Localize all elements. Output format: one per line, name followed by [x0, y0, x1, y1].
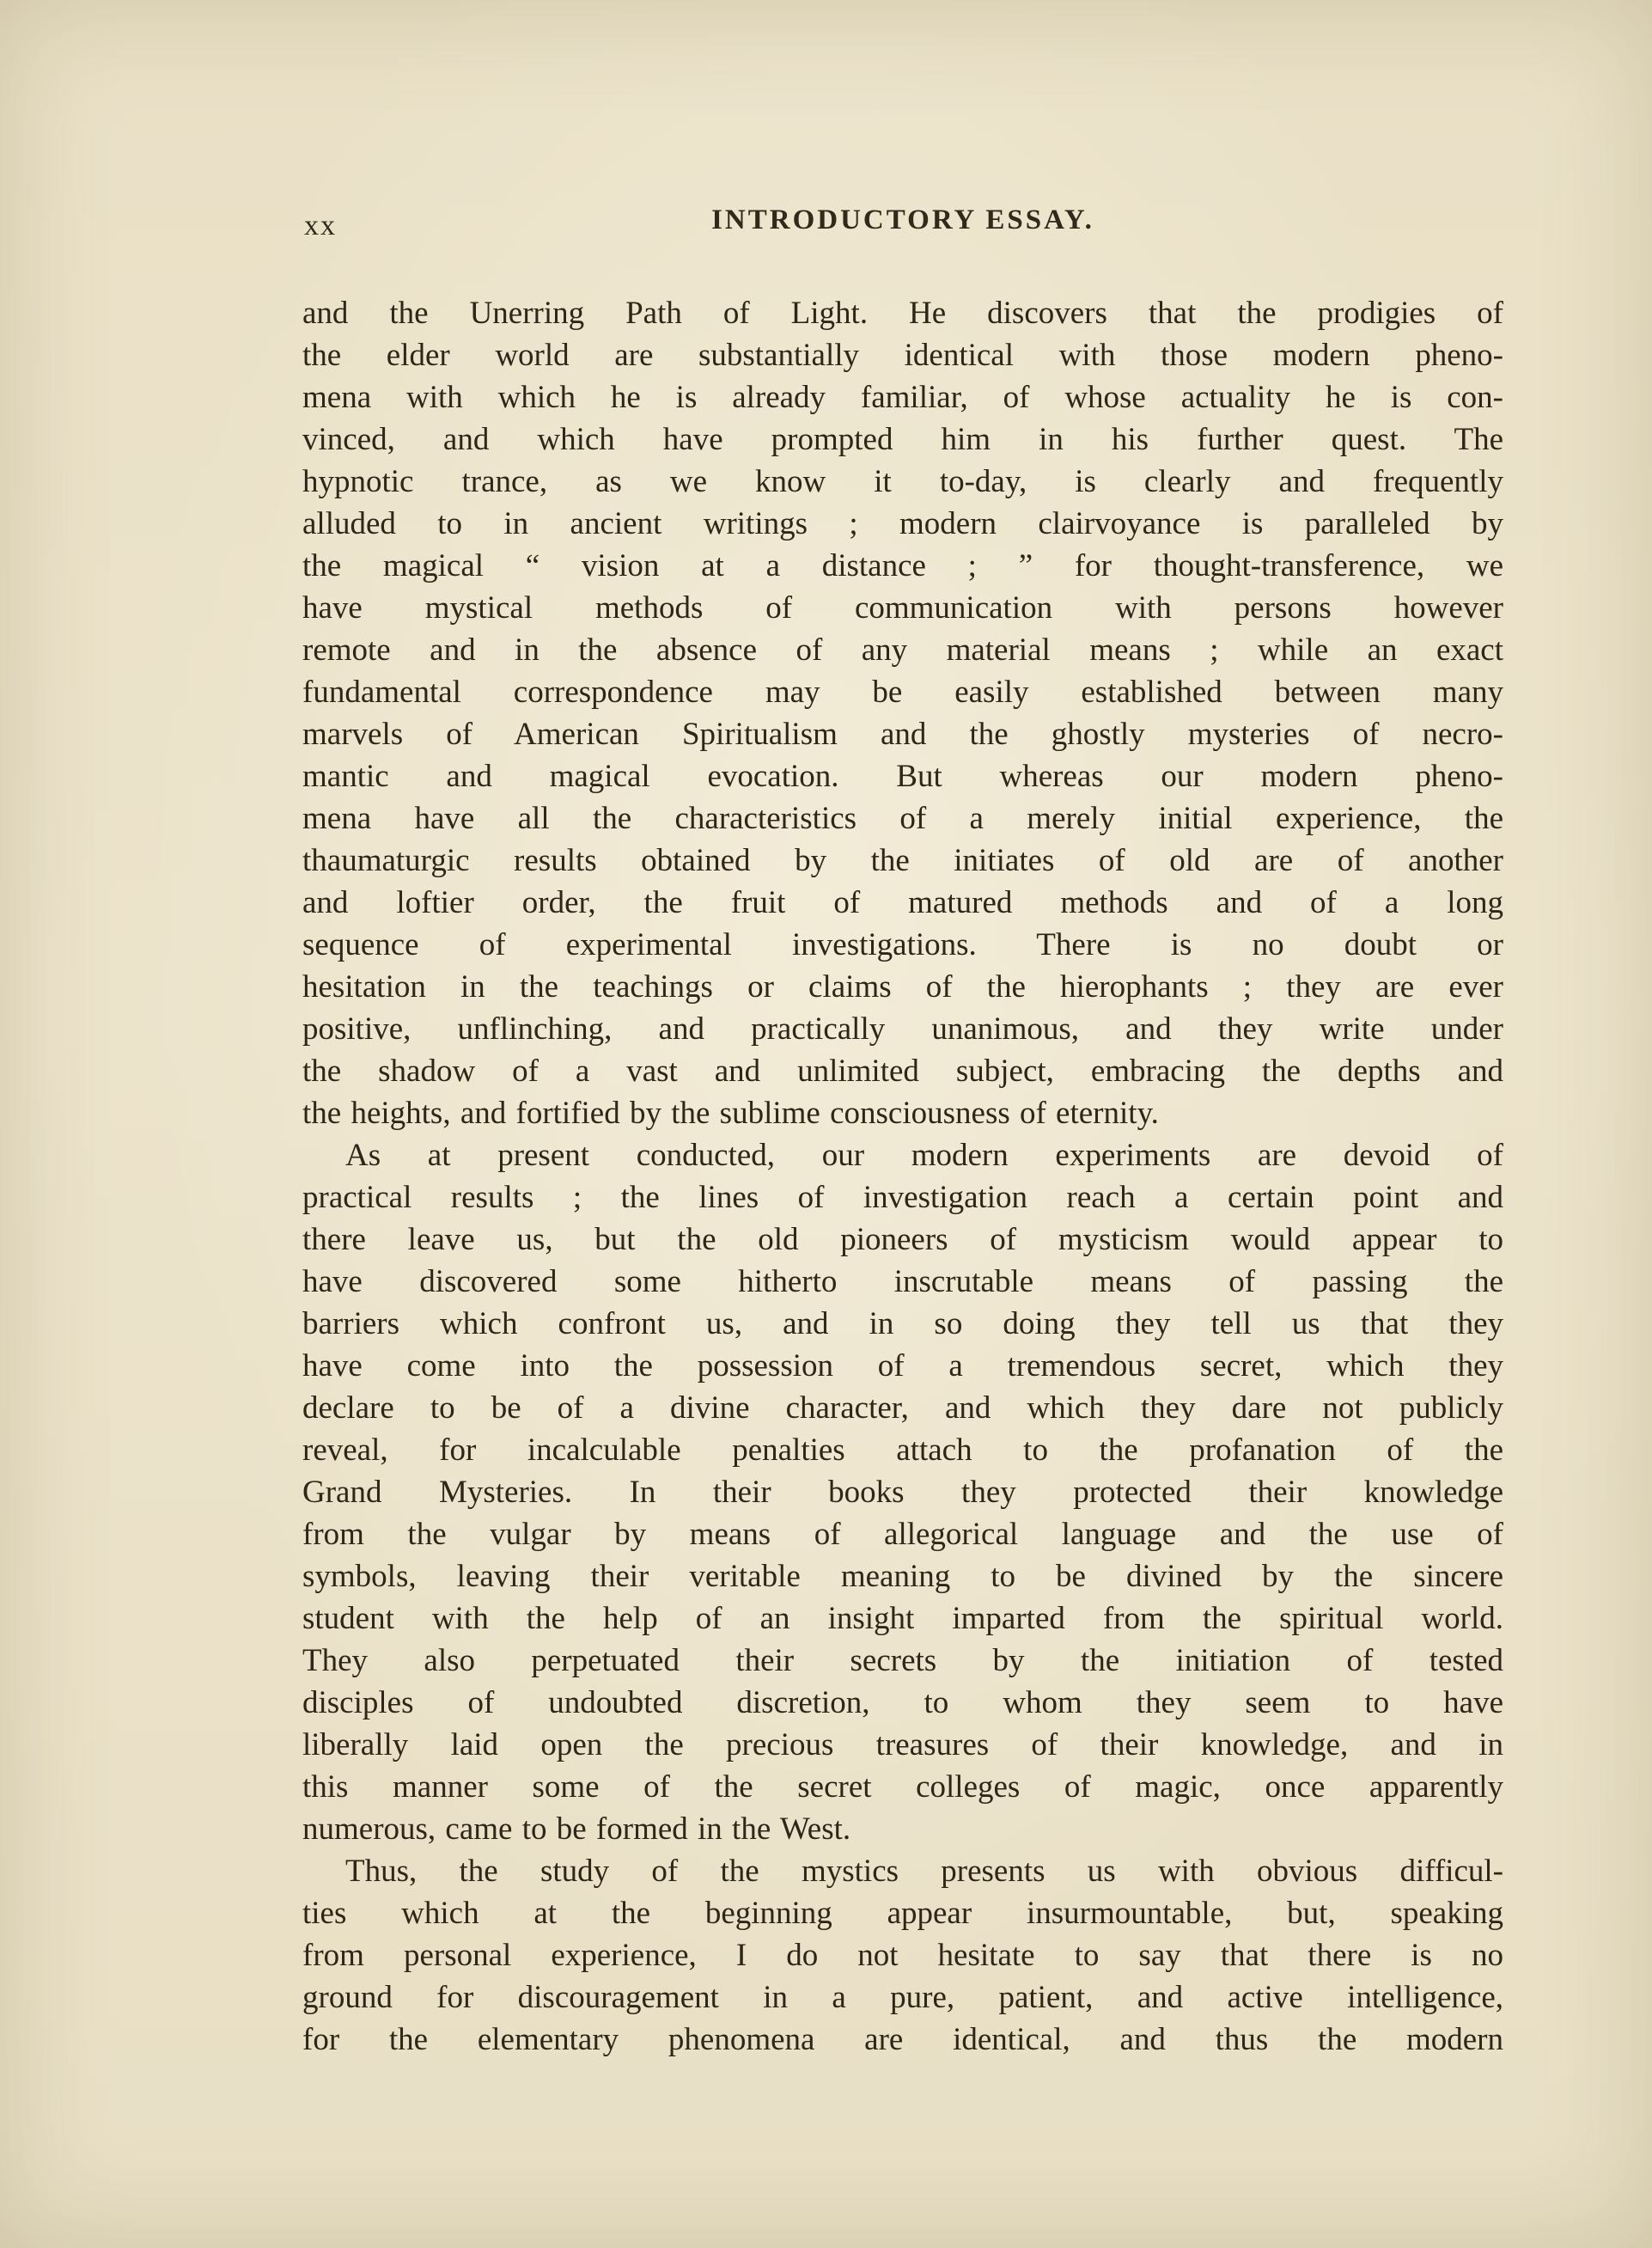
- text-line: disciples of undoubted discretion, to whom they seem to have: [302, 1685, 1503, 1720]
- text-line: ground for discouragement in a pure, patient, and active intelligence,: [302, 1980, 1503, 2015]
- page-text: [302, 292, 1503, 2061]
- text-line: reveal, for incalculable penalties attach to the profanation of the: [302, 1432, 1503, 1468]
- text-line: hesitation in the teachings or claims of the hierophants ; they are ever: [302, 969, 1503, 1005]
- text-line: student with the help of an insight imparted from the spiritual world.: [302, 1601, 1503, 1636]
- text-line: thaumaturgic results obtained by the initiates of old are of another: [302, 843, 1503, 878]
- text-line: the elder world are substantially identical with those modern pheno-: [302, 338, 1503, 373]
- text-line: mena with which he is already familiar, of whose actuality he is con-: [302, 380, 1503, 415]
- page-number: xx: [304, 210, 337, 241]
- text-line: fundamental correspondence may be easily established between many: [302, 675, 1503, 710]
- text-line: for the elementary phenomena are identical, and thus the modern: [302, 2022, 1503, 2057]
- text-line: vinced, and which have prompted him in his further quest. The: [302, 422, 1503, 457]
- running-title: INTRODUCTORY ESSAY.: [711, 205, 1094, 235]
- text-line: practical results ; the lines of investigation reach a certain point and: [302, 1180, 1503, 1215]
- text-line: liberally laid open the precious treasures of their knowledge, and in: [302, 1727, 1503, 1762]
- text-line: this manner some of the secret colleges of magic, once apparently: [302, 1769, 1503, 1805]
- text-line: from the vulgar by means of allegorical language and the use of: [302, 1517, 1503, 1552]
- text-line: sequence of experimental investigations. There is no doubt or: [302, 927, 1503, 962]
- text-line: have mystical methods of communication with persons however: [302, 590, 1503, 626]
- text-line: the heights, and fortified by the sublime consciousness of eternity.: [302, 1096, 1159, 1131]
- text-line: positive, unflinching, and practically unanimous, and they write under: [302, 1011, 1503, 1047]
- text-line: Grand Mysteries. In their books they protected their knowledge: [302, 1475, 1503, 1510]
- text-line: barriers which confront us, and in so doing they tell us that they: [302, 1306, 1503, 1341]
- page-header: [302, 205, 1503, 247]
- text-line: marvels of American Spiritualism and the ghostly mysteries of necro-: [302, 717, 1503, 752]
- text-line: mantic and magical evocation. But whereas our modern pheno-: [302, 759, 1503, 794]
- text-line: there leave us, but the old pioneers of mysticism would appear to: [302, 1222, 1503, 1257]
- text-line: remote and in the absence of any material means ; while an exact: [302, 632, 1503, 668]
- text-line: the shadow of a vast and unlimited subject, embracing the depths and: [302, 1054, 1503, 1089]
- text-line: numerous, came to be formed in the West.: [302, 1811, 851, 1847]
- text-line: As at present conducted, our modern experiments are devoid of: [345, 1138, 1503, 1173]
- text-line: mena have all the characteristics of a merely initial experience, the: [302, 801, 1503, 836]
- text-line: symbols, leaving their veritable meaning to be divined by the sincere: [302, 1559, 1503, 1594]
- text-line: and loftier order, the fruit of matured methods and of a long: [302, 885, 1503, 920]
- text-line: alluded to in ancient writings ; modern clairvoyance is paralleled by: [302, 506, 1503, 541]
- text-line: have come into the possession of a tremendous secret, which they: [302, 1348, 1503, 1384]
- text-block: [302, 205, 1503, 2061]
- text-line: Thus, the study of the mystics presents us with obvious difficul-: [345, 1854, 1503, 1889]
- text-line: have discovered some hitherto inscrutable means of passing the: [302, 1264, 1503, 1299]
- text-line: declare to be of a divine character, and which they dare not publicly: [302, 1390, 1503, 1426]
- text-line: the magical “ vision at a distance ; ” for thought-transference, we: [302, 548, 1503, 583]
- text-line: and the Unerring Path of Light. He discovers that the prodigies of: [302, 296, 1503, 331]
- text-line: ties which at the beginning appear insurmountable, but, speaking: [302, 1896, 1503, 1931]
- text-line: They also perpetuated their secrets by the initiation of tested: [302, 1643, 1503, 1678]
- text-line: from personal experience, I do not hesitate to say that there is no: [302, 1938, 1503, 1973]
- text-line: hypnotic trance, as we know it to-day, is clearly and frequently: [302, 464, 1503, 499]
